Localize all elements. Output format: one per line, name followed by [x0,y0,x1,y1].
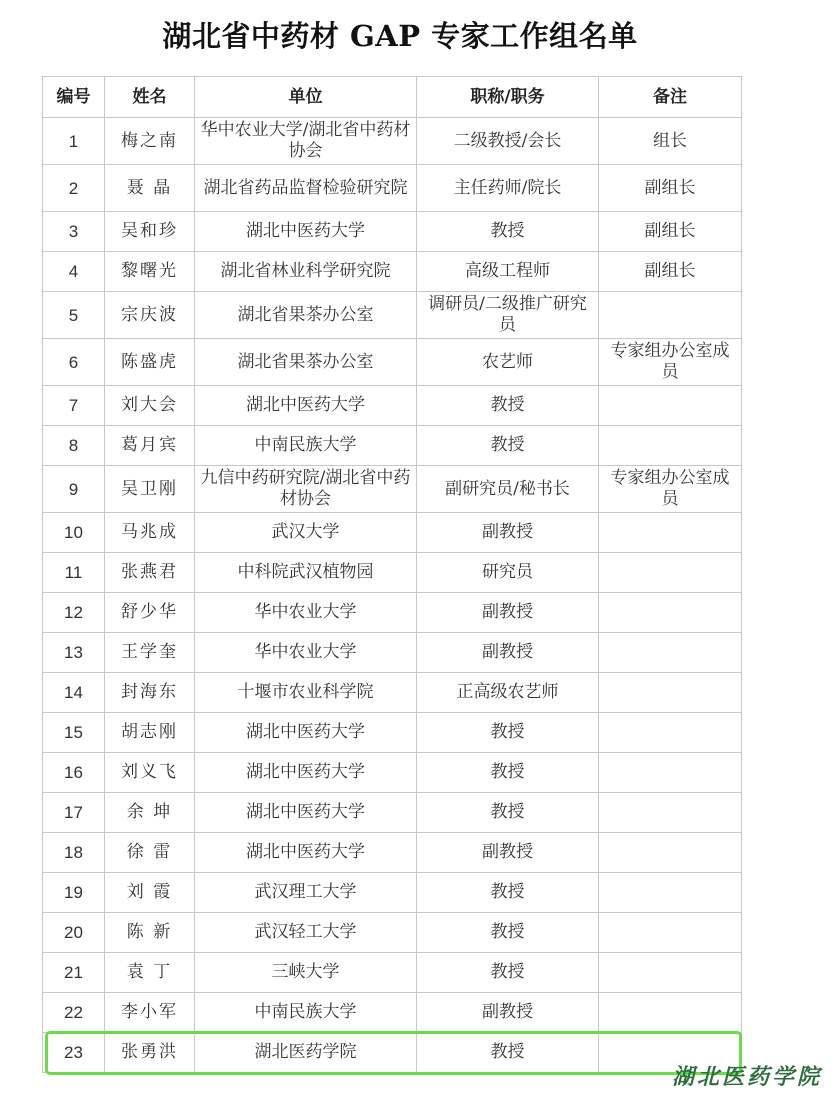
row-unit-cell: 中南民族大学 [195,426,417,466]
row-number-cell: 2 [43,165,105,212]
row-number-cell: 23 [43,1033,105,1073]
row-title-cell: 教授 [417,873,599,913]
row-note-cell [599,426,742,466]
row-title-cell: 教授 [417,953,599,993]
table-row [43,753,742,793]
row-unit-cell: 华中农业大学/湖北省中药材协会 [195,118,417,165]
row-name-cell: 余 坤 [105,793,195,833]
row-note-cell: 专家组办公室成员 [599,339,742,386]
row-unit-cell: 湖北中医药大学 [195,833,417,873]
table-row [43,386,742,426]
row-number-cell: 8 [43,426,105,466]
row-unit-cell: 中科院武汉植物园 [195,553,417,593]
row-unit-cell: 湖北中医药大学 [195,753,417,793]
table-row [43,252,742,292]
row-note-cell [599,913,742,953]
row-title-cell: 农艺师 [417,339,599,386]
row-number-cell: 15 [43,713,105,753]
row-unit-cell: 华中农业大学 [195,633,417,673]
row-title-cell: 正高级农艺师 [417,673,599,713]
table-row [43,793,742,833]
row-note-cell: 专家组办公室成员 [599,466,742,513]
row-note-cell: 副组长 [599,165,742,212]
row-title-cell: 副教授 [417,593,599,633]
header-name: 姓名 [105,77,195,118]
row-note-cell [599,553,742,593]
row-name-cell: 刘大会 [105,386,195,426]
table-row [43,833,742,873]
row-name-cell: 聂 晶 [105,165,195,212]
row-name-cell: 黎曙光 [105,252,195,292]
document-title: 湖北省中药材 GAP 专家工作组名单 [162,19,638,53]
table-header-row [43,77,742,118]
row-note-cell [599,593,742,633]
row-number-cell: 19 [43,873,105,913]
table-row [43,339,742,386]
row-note-cell [599,953,742,993]
table-row [43,118,742,165]
row-number-cell: 9 [43,466,105,513]
row-name-cell: 徐 雷 [105,833,195,873]
row-name-cell: 张燕君 [105,553,195,593]
table-row [43,466,742,513]
row-title-cell: 教授 [417,212,599,252]
row-note-cell [599,292,742,339]
table-row [43,553,742,593]
row-name-cell: 陈盛虎 [105,339,195,386]
row-title-cell: 教授 [417,793,599,833]
table-row [43,953,742,993]
header-unit: 单位 [195,77,417,118]
row-unit-cell: 湖北医药学院 [195,1033,417,1073]
row-unit-cell: 九信中药研究院/湖北省中药材协会 [195,466,417,513]
row-unit-cell: 湖北省药品监督检验研究院 [195,165,417,212]
table-row [43,593,742,633]
row-note-cell [599,673,742,713]
row-number-cell: 5 [43,292,105,339]
row-title-cell: 教授 [417,1033,599,1073]
table-row [43,873,742,913]
row-note-cell: 副组长 [599,252,742,292]
row-title-cell: 高级工程师 [417,252,599,292]
row-number-cell: 6 [43,339,105,386]
row-unit-cell: 湖北中医药大学 [195,713,417,753]
row-unit-cell: 武汉轻工大学 [195,913,417,953]
table-row [43,993,742,1033]
table-body [43,118,742,1073]
table-row [43,513,742,553]
row-number-cell: 20 [43,913,105,953]
header-number: 编号 [43,77,105,118]
table-row [43,292,742,339]
row-unit-cell: 三峡大学 [195,953,417,993]
row-number-cell: 18 [43,833,105,873]
row-title-cell: 副教授 [417,833,599,873]
expert-roster-table [42,76,742,1073]
row-note-cell [599,513,742,553]
header-note: 备注 [599,77,742,118]
row-unit-cell: 湖北省林业科学研究院 [195,252,417,292]
row-name-cell: 刘 霞 [105,873,195,913]
row-number-cell: 17 [43,793,105,833]
row-number-cell: 21 [43,953,105,993]
table-row [43,165,742,212]
row-name-cell: 张勇洪 [105,1033,195,1073]
row-number-cell: 1 [43,118,105,165]
row-name-cell: 胡志刚 [105,713,195,753]
row-name-cell: 舒少华 [105,593,195,633]
row-unit-cell: 武汉理工大学 [195,873,417,913]
row-title-cell: 研究员 [417,553,599,593]
row-title-cell: 二级教授/会长 [417,118,599,165]
row-number-cell: 13 [43,633,105,673]
row-name-cell: 梅之南 [105,118,195,165]
row-number-cell: 16 [43,753,105,793]
row-note-cell [599,873,742,913]
row-unit-cell: 湖北中医药大学 [195,793,417,833]
watermark-logo: 湖北医药学院 [671,1064,822,1090]
table-row [43,673,742,713]
row-title-cell: 副研究员/秘书长 [417,466,599,513]
row-name-cell: 吴卫刚 [105,466,195,513]
row-title-cell: 教授 [417,913,599,953]
row-note-cell [599,753,742,793]
row-name-cell: 李小军 [105,993,195,1033]
row-title-cell: 调研员/二级推广研究员 [417,292,599,339]
row-title-cell: 教授 [417,386,599,426]
row-title-cell: 主任药师/院长 [417,165,599,212]
row-note-cell [599,793,742,833]
row-name-cell: 葛月宾 [105,426,195,466]
row-title-cell: 教授 [417,426,599,466]
row-unit-cell: 华中农业大学 [195,593,417,633]
row-note-cell: 组长 [599,118,742,165]
row-unit-cell: 湖北省果茶办公室 [195,292,417,339]
row-note-cell [599,993,742,1033]
row-note-cell [599,633,742,673]
row-number-cell: 10 [43,513,105,553]
row-note-cell: 副组长 [599,212,742,252]
row-number-cell: 11 [43,553,105,593]
row-note-cell [599,713,742,753]
table-row [43,212,742,252]
row-number-cell: 7 [43,386,105,426]
row-title-cell: 教授 [417,713,599,753]
row-title-cell: 教授 [417,753,599,793]
table-row-highlighted [43,1033,742,1073]
row-name-cell: 袁 丁 [105,953,195,993]
header-title: 职称/职务 [417,77,599,118]
row-number-cell: 14 [43,673,105,713]
row-unit-cell: 湖北中医药大学 [195,386,417,426]
row-name-cell: 王学奎 [105,633,195,673]
row-name-cell: 封海东 [105,673,195,713]
table-row [43,713,742,753]
row-name-cell: 陈 新 [105,913,195,953]
row-name-cell: 刘义飞 [105,753,195,793]
row-note-cell [599,386,742,426]
row-number-cell: 4 [43,252,105,292]
row-number-cell: 22 [43,993,105,1033]
row-note-cell [599,833,742,873]
row-name-cell: 吴和珍 [105,212,195,252]
row-title-cell: 副教授 [417,513,599,553]
row-unit-cell: 湖北中医药大学 [195,212,417,252]
row-unit-cell: 湖北省果茶办公室 [195,339,417,386]
row-unit-cell: 十堰市农业科学院 [195,673,417,713]
row-number-cell: 3 [43,212,105,252]
table-row [43,426,742,466]
table-row [43,913,742,953]
row-unit-cell: 武汉大学 [195,513,417,553]
row-name-cell: 宗庆波 [105,292,195,339]
row-number-cell: 12 [43,593,105,633]
table-row [43,633,742,673]
row-unit-cell: 中南民族大学 [195,993,417,1033]
row-name-cell: 马兆成 [105,513,195,553]
row-title-cell: 副教授 [417,633,599,673]
row-title-cell: 副教授 [417,993,599,1033]
